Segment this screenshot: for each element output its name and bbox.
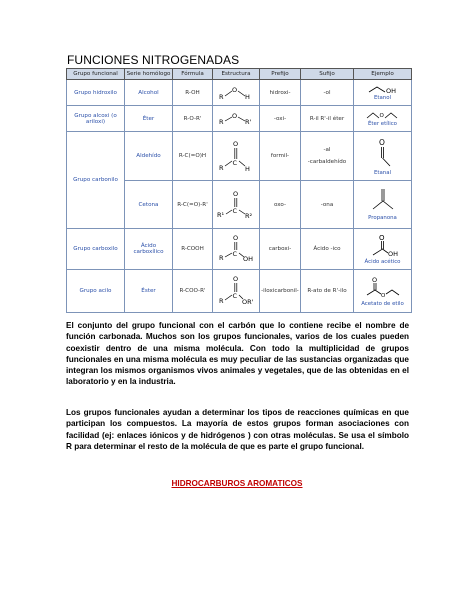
prefix-cell: formil- (260, 132, 301, 181)
page-title: FUNCIONES NITROGENADAS (67, 53, 240, 67)
example-link[interactable]: Etanal (373, 169, 392, 176)
svg-text:OR': OR' (242, 298, 254, 306)
svg-text:C: C (232, 206, 238, 215)
svg-text:O: O (233, 189, 239, 198)
structure-cell (213, 181, 260, 229)
column-header: Sufijo (301, 69, 354, 80)
table-row (67, 106, 412, 132)
prefix-cell: -iloxicarbonil- (260, 270, 301, 313)
formula-cell: R-O-R' (173, 106, 213, 132)
prefix-cell: carboxi- (260, 229, 301, 270)
prefix-cell: -oxi- (260, 106, 301, 132)
aldehyde-structure-diagram (216, 137, 256, 175)
svg-text:R²: R² (245, 211, 253, 220)
carboxyl-structure-diagram (216, 232, 256, 266)
formula-cell: R-C(=O)H (173, 132, 213, 181)
series-link[interactable]: Cetona (125, 181, 173, 229)
svg-text:O: O (232, 85, 238, 94)
svg-text:O: O (233, 140, 239, 148)
table-row (67, 132, 412, 181)
functional-groups-table (66, 68, 412, 313)
column-header: Fórmula (173, 69, 213, 80)
prefix-cell: hidroxi- (260, 80, 301, 106)
series-link[interactable]: Alcohol (125, 80, 173, 106)
propanone-structure-icon (363, 187, 403, 215)
suffix-cell: -ol (301, 80, 354, 106)
svg-text:O: O (379, 113, 384, 119)
ethanal-structure-icon (363, 136, 403, 170)
example-link[interactable]: Propanona (368, 215, 397, 221)
example-link[interactable]: Acetato de etilo (361, 300, 404, 307)
ethyl-acetate-structure-icon (361, 275, 405, 301)
svg-text:O: O (233, 234, 239, 242)
hydroxyl-structure-diagram (216, 83, 256, 103)
svg-text:R: R (219, 92, 224, 101)
ester-structure-diagram (216, 273, 256, 309)
svg-text:C: C (232, 159, 238, 167)
svg-text:R: R (219, 117, 224, 126)
table-row (67, 229, 412, 270)
svg-text:R: R (219, 297, 224, 305)
column-header: Prefijo (260, 69, 301, 80)
ether-structure-diagram (216, 110, 256, 128)
suffix-carbaldehyde: -carbaldehído (307, 159, 347, 165)
formula-cell: R-COO-R' (173, 270, 213, 313)
svg-text:R: R (219, 164, 224, 172)
group-link[interactable]: Grupo hidroxilo (67, 80, 125, 106)
group-link[interactable]: Grupo carbonilo (67, 132, 125, 229)
svg-text:O: O (233, 275, 239, 283)
acetic-acid-structure-icon (363, 233, 403, 259)
paragraph-functional-groups-intro: El conjunto del grupo funcional con el carbón que lo contiene recibe el nombre de función carbonada. Muchos son los grupos funcionales, varios de los cuales pueden coexistir dentro de una misma molécula. Con todo la multiplicidad de grupos funcionales en una misma molécula es muy peculiar de las sustancias organizadas que integran los mismos organismos vivos animales y vegetales, que de las obtenidas en el laboratorio y en la industria. (66, 321, 409, 387)
svg-text:C: C (232, 292, 238, 300)
ketone-structure-diagram (216, 187, 256, 223)
svg-text:O: O (232, 111, 238, 120)
formula-cell: R-COOH (173, 229, 213, 270)
example-link[interactable]: Etanol (373, 95, 392, 101)
group-link[interactable]: Grupo alcoxi (o ariloxi) (67, 106, 125, 132)
column-header: Serie homólogo (125, 69, 173, 80)
svg-text:H: H (245, 165, 250, 173)
table-row (67, 270, 412, 313)
example-cell (354, 181, 412, 229)
group-link[interactable]: Grupo acilo (67, 270, 125, 313)
column-header: Grupo funcional (67, 69, 125, 80)
structure-cell (213, 80, 260, 106)
svg-text:OH: OH (387, 249, 398, 258)
example-link[interactable]: Ácido acético (364, 258, 401, 265)
ethanol-structure-icon (363, 83, 403, 95)
series-link[interactable]: Aldehído (125, 132, 173, 181)
suffix-cell (301, 132, 354, 181)
svg-text:R: R (219, 254, 224, 262)
structure-cell (213, 229, 260, 270)
svg-text:O: O (378, 137, 385, 147)
svg-text:O: O (380, 292, 385, 299)
svg-text:O: O (371, 275, 377, 284)
example-cell (354, 80, 412, 106)
structure-cell (213, 270, 260, 313)
svg-text:R': R' (245, 117, 252, 126)
svg-text:OH: OH (385, 87, 396, 95)
series-link[interactable]: Éster (125, 270, 173, 313)
svg-text:H: H (245, 92, 250, 101)
svg-text:R¹: R¹ (217, 210, 225, 219)
table-row (67, 80, 412, 106)
formula-cell: R-C(=O)-R' (173, 181, 213, 229)
example-cell (354, 270, 412, 313)
formula-cell: R-OH (173, 80, 213, 106)
structure-cell (213, 132, 260, 181)
prefix-cell: oxo- (260, 181, 301, 229)
example-cell (354, 106, 412, 132)
table-header-row (67, 69, 412, 80)
suffix-cell: R-il R'-il éter (301, 106, 354, 132)
suffix-cell: R-ato de R'-ilo (301, 270, 354, 313)
svg-text:O: O (378, 233, 385, 242)
column-header: Ejemplo (354, 69, 412, 80)
series-link[interactable]: Éter (125, 106, 173, 132)
section-heading-aromatic-hydrocarbons: HIDROCARBUROS AROMATICOS (171, 479, 303, 488)
group-link[interactable]: Grupo carboxilo (67, 229, 125, 270)
diethyl-ether-structure-icon (363, 109, 403, 121)
suffix-cell: -ona (301, 181, 354, 229)
structure-cell (213, 106, 260, 132)
svg-text:C: C (232, 250, 238, 258)
paragraph-functional-groups-reactions: Los grupos funcionales ayudan a determinar los tipos de reacciones químicas en que participan los compuestos. La mayoría de estos grupos forman asociaciones con facilidad (ej: enlaces iónicos y de hidrógenos ) con otras moléculas. Se usa el símbolo R para determinar el resto de la molécula de que es parte el grupo funcional. (66, 408, 409, 451)
example-cell (354, 132, 412, 181)
svg-text:OH: OH (243, 255, 254, 263)
suffix-cell: Ácido -ico (301, 229, 354, 270)
suffix-al: -al (323, 147, 331, 153)
series-link[interactable]: Ácido carboxílico (125, 229, 173, 270)
example-link[interactable]: Éter etílico (368, 121, 397, 127)
column-header: Estructura (213, 69, 260, 80)
example-cell (354, 229, 412, 270)
